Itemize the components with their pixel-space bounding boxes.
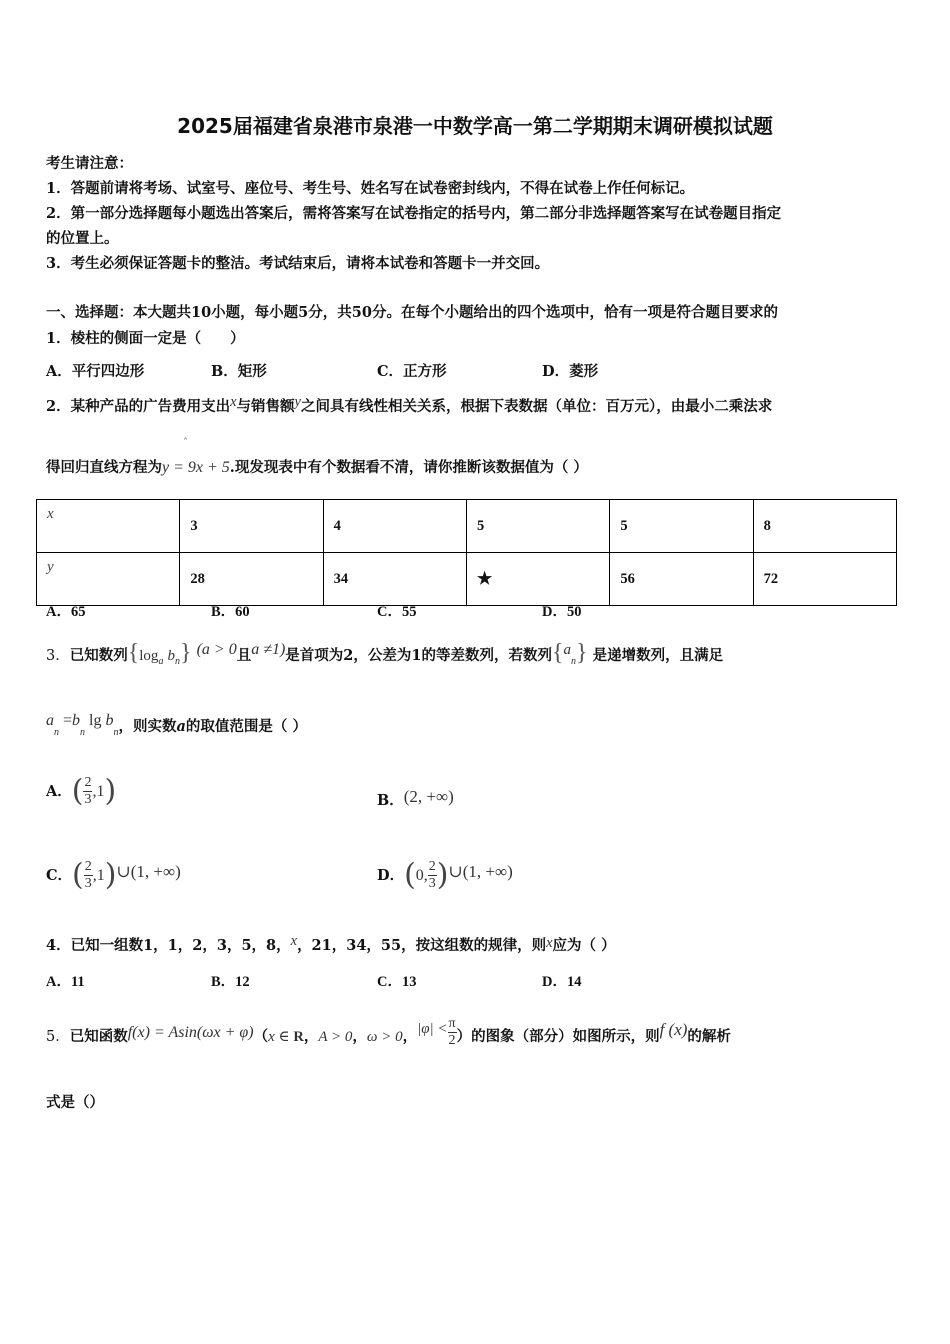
q3-log: log <box>139 648 159 664</box>
q4-option-c: C．13 <box>377 974 417 990</box>
fraction-denominator: 2 <box>448 1033 456 1048</box>
q5-cond-phi: |φ| < <box>417 1021 448 1037</box>
q4-option-b: B．12 <box>211 974 250 990</box>
q3-text-4: ，则实数 <box>118 718 177 735</box>
q5-cond-a: A > 0 <box>318 1029 353 1045</box>
data-table <box>36 499 897 606</box>
q5-cond-x: x ∈ <box>268 1029 294 1045</box>
q3-rel-b-n: n <box>80 727 86 739</box>
page-title: 2025届福建省泉港市泉港一中数学高一第二学期期末调研模拟试题 <box>177 114 773 138</box>
table-cell: 8 <box>753 500 896 553</box>
fraction-numerator: π <box>448 1016 456 1031</box>
q1-option-d: D．菱形 <box>542 363 599 380</box>
q3-option-c <box>46 850 181 900</box>
q3-var-a: a <box>176 718 186 735</box>
fraction-denominator: 3 <box>428 876 436 891</box>
q3-number: 3． <box>46 648 70 664</box>
q4-var-x: x <box>290 933 298 949</box>
paren-right-icon: ) <box>104 773 117 809</box>
notice-item-3: 3．考生必须保证答题卡的整洁。考试结束后，请将本试卷和答题卡一并交回。 <box>46 255 550 272</box>
q4-option-d: D．14 <box>542 974 582 990</box>
table-cell: 3 <box>180 500 323 553</box>
section-heading: 一、选择题：本大题共10小题，每小题5分，共50分。在每个小题给出的四个选项中，恰有一项是符合题目要求的 <box>46 304 778 321</box>
q3-seq-n: n <box>174 656 180 668</box>
q3-option-d <box>377 850 513 900</box>
q3-option-a-tail: ,1 <box>92 783 105 800</box>
q2-text-c: 之间具有线性相关关系，根据下表数据（单位：百万元），由最小二乘法求 <box>300 398 773 415</box>
paren-right-icon: ) <box>104 857 117 893</box>
q3-and: 且 <box>236 647 252 664</box>
table-cell: 28 <box>180 553 323 606</box>
q4-text-c: 应为（ ） <box>552 937 616 954</box>
table-cell: 5 <box>610 500 753 553</box>
table-row-y <box>37 553 897 606</box>
brace-right-icon: } <box>576 640 588 666</box>
q3-seq-a: a <box>563 642 572 658</box>
q5-sep: ， <box>303 1028 319 1045</box>
q3-text-3: 是递增数列，且满足 <box>592 647 724 664</box>
question-2-line2 <box>46 456 588 477</box>
q5-real-set: R <box>293 1029 304 1045</box>
q3-rel-b2: b <box>105 712 114 729</box>
table-cell-hidden-value: ★ <box>466 553 609 606</box>
question-4-stem <box>46 934 616 955</box>
table-row-x <box>37 500 897 553</box>
paren-left-icon: ( <box>404 857 416 893</box>
q2-line2-text-a: 得回归直线方程为 <box>46 459 162 476</box>
regression-hat: ˆ <box>183 438 188 449</box>
q5-paren: （ <box>253 1028 269 1045</box>
q3-option-b-value: (2, +∞) <box>403 787 454 806</box>
q2-text-b: 与销售额 <box>236 398 295 415</box>
question-2-stem <box>46 395 772 416</box>
q4-text-a: 4．已知一组数1，1，2，3，5，8， <box>46 937 291 954</box>
notice-item-1: 1．答题前请将考场、试室号、座位号、考生号、姓名写在试卷密封线内，不得在试卷上作任何标记。 <box>46 180 695 197</box>
q5-sep: ， <box>402 1028 418 1045</box>
table-row-x-label: x <box>37 500 180 553</box>
fraction-numerator: 2 <box>84 775 92 790</box>
q3-log-base: a <box>158 656 164 668</box>
notice-item-2: 2．第一部分选择题每小题选出答案后，需将答案写在试卷指定的括号内，第二部分非选择题答案写在试卷题目指定 <box>46 205 782 222</box>
q4-option-a: A．11 <box>46 974 85 990</box>
q1-option-a: A．平行四边形 <box>46 363 145 380</box>
q3-option-d-head: 0, <box>415 867 428 884</box>
question-1-stem: 1．棱柱的侧面一定是（ ） <box>46 330 245 347</box>
table-cell: 56 <box>610 553 753 606</box>
q3-rel-eq: = <box>59 712 73 729</box>
paren-left-icon: ( <box>71 773 84 809</box>
q3-text-5: 的取值范围是（ ） <box>185 718 307 735</box>
brace-left-icon: { <box>127 640 140 666</box>
fraction-denominator: 3 <box>84 876 92 891</box>
q2-option-b: B．60 <box>211 604 250 620</box>
q3-rel-b2-n: n <box>113 727 119 739</box>
notice-item-2-cont: 的位置上。 <box>46 230 119 247</box>
q2-var-x: x <box>230 394 237 410</box>
q3-option-d-union: ∪(1, +∞) <box>448 862 513 881</box>
q3-option-c-union: ∪(1, +∞) <box>116 862 181 881</box>
q4-text-b: ，21，34，55，按这组数的规律，则 <box>297 937 547 954</box>
q5-text-2: ）的图象（部分）如图所示，则 <box>456 1028 660 1045</box>
notice-heading: 考生请注意： <box>46 155 133 172</box>
fraction <box>448 1017 457 1048</box>
q5-number: 5． <box>46 1029 70 1045</box>
fraction <box>428 860 437 891</box>
q5-cond-omega: ω > 0 <box>366 1029 403 1045</box>
q3-seq-a-n: n <box>571 656 577 668</box>
fraction-numerator: 2 <box>84 859 92 874</box>
brace-right-icon: } <box>179 640 192 666</box>
q2-text-a: 2．某种产品的广告费用支出 <box>46 398 231 415</box>
q2-line2-text-b: .现发现表中有个数据看不清，请你推断该数据值为（ ） <box>229 459 588 476</box>
table-cell: 72 <box>753 553 896 606</box>
paren-right-icon: ) <box>436 857 449 893</box>
table-cell: 4 <box>323 500 466 553</box>
fraction-numerator: 2 <box>428 859 436 874</box>
q3-option-b <box>377 780 454 820</box>
q2-var-y: y <box>294 394 301 410</box>
q3-option-c-label: C． <box>46 867 73 884</box>
paren-left-icon: ( <box>72 857 84 893</box>
q3-rel-lg: lg <box>85 712 106 729</box>
q5-fx: f (x) <box>659 1020 688 1039</box>
q3-option-c-tail: ,1 <box>92 867 105 884</box>
q3-option-a-label: A． <box>46 783 72 800</box>
q3-seq-b: b <box>167 648 175 664</box>
question-3-line2 <box>46 706 307 746</box>
q5-text-3: 的解析 <box>687 1028 731 1045</box>
brace-left-icon: { <box>551 640 564 666</box>
q3-rel-b: b <box>72 712 81 729</box>
q3-option-a <box>46 766 116 816</box>
q3-text-2: 是首项为2，公差为1的等差数列，若数列 <box>285 647 552 664</box>
q5-function: f(x) = Asin(ωx + φ) <box>127 1024 254 1041</box>
question-3-stem <box>46 633 723 673</box>
question-5-stem <box>46 1014 731 1058</box>
q3-condition-2: a ≠1) <box>251 641 286 658</box>
q1-option-b: B．矩形 <box>211 363 267 380</box>
fraction <box>84 860 93 891</box>
question-5-line2: 式是（） <box>46 1094 104 1111</box>
q2-option-d: D．50 <box>542 604 582 620</box>
q3-condition-1: (a > 0 <box>196 641 237 658</box>
table-cell: 34 <box>323 553 466 606</box>
q3-rel-a: a <box>46 712 54 729</box>
q1-option-c: C．正方形 <box>377 363 447 380</box>
q3-rel-a-n: n <box>54 727 59 739</box>
q5-text-1: 已知函数 <box>69 1028 128 1045</box>
table-row-y-label: y <box>37 553 180 606</box>
regression-equation: y = 9x + 5 <box>162 459 230 476</box>
fraction-denominator: 3 <box>84 792 92 807</box>
q2-option-c: C．55 <box>377 604 417 620</box>
q5-sep: ， <box>352 1028 367 1045</box>
table-cell: 5 <box>466 500 609 553</box>
q2-option-a: A．65 <box>46 604 86 620</box>
q3-option-b-label: B． <box>377 792 404 809</box>
q3-text-1: 已知数列 <box>69 647 128 664</box>
q3-option-d-label: D． <box>377 867 405 884</box>
q4-var-x2: x <box>546 935 553 951</box>
